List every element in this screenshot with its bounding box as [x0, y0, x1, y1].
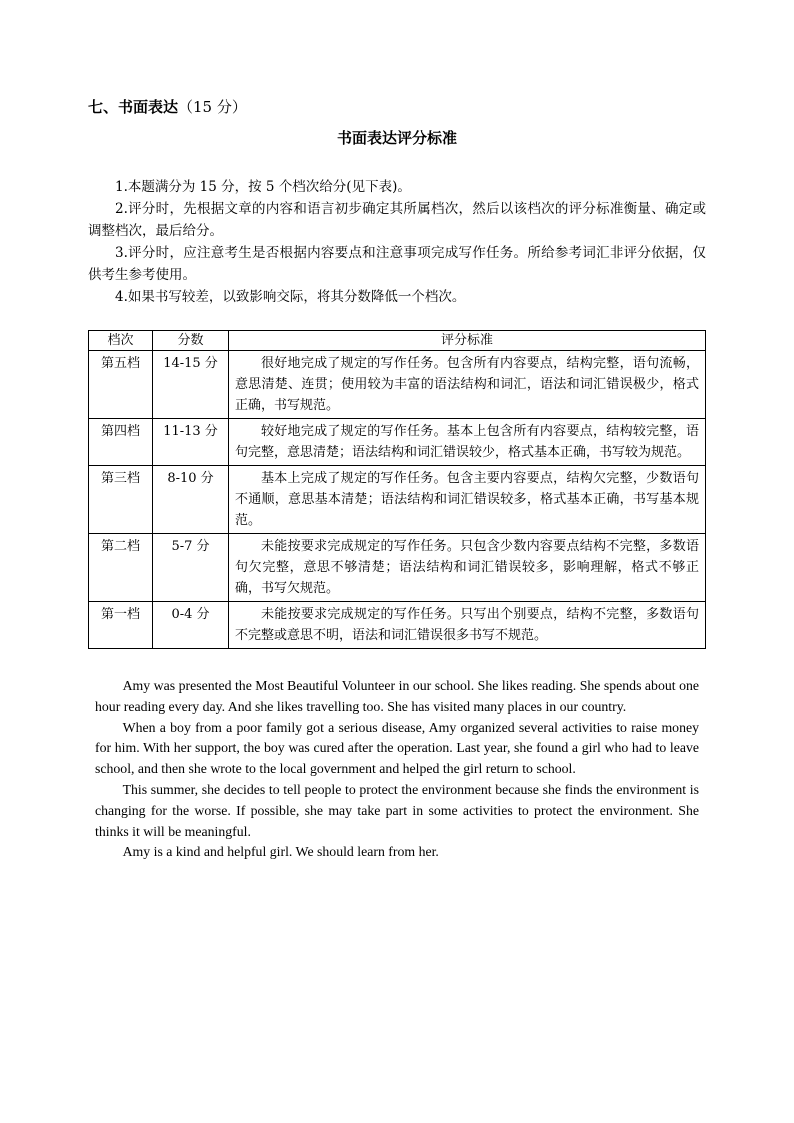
criteria-cell — [229, 602, 706, 649]
essay-paragraph: When a boy from a poor family got a serious disease, Amy organized several activities to raise money for him. With her support, the boy was cured after the operation. Last year, she found a girl who had to leave school, and then she wrote to the local government and helped the girl return to school. — [95, 719, 699, 777]
rule-item: 1.本题满分为 15 分，按 5 个档次给分(见下表)。 — [115, 179, 411, 195]
table-row — [89, 466, 706, 534]
criteria-text: 较好地完成了规定的写作任务。基本上包含所有内容要点，结构较完整，语句完整，意思清楚；语法结构和词汇错误较少，格式基本正确，书写较为规范。 — [235, 424, 699, 460]
criteria-cell — [229, 466, 706, 534]
table-row — [89, 351, 706, 419]
table-row — [89, 534, 706, 602]
doc-title: 书面表达评分标准 — [336, 129, 457, 147]
score-cell: 14-15 分 — [153, 351, 229, 419]
grade-cell: 第一档 — [89, 602, 153, 649]
grade-cell: 第四档 — [89, 419, 153, 466]
grade-cell: 第二档 — [89, 534, 153, 602]
header-criteria: 评分标准 — [229, 331, 706, 351]
rule-item: 4.如果书写较差，以致影响交际，将其分数降低一个档次。 — [115, 289, 466, 305]
table-row — [89, 419, 706, 466]
criteria-cell — [229, 351, 706, 419]
criteria-text: 未能按要求完成规定的写作任务。只写出个别要点，结构不完整，多数语句不完整或意思不明，语法和词汇错误很多书写不规范。 — [235, 607, 699, 643]
criteria-cell — [229, 419, 706, 466]
grading-table — [88, 330, 706, 649]
table-row — [89, 602, 706, 649]
section-heading — [88, 97, 247, 117]
score-cell: 11-13 分 — [153, 419, 229, 466]
grade-cell: 第五档 — [89, 351, 153, 419]
header-grade: 档次 — [89, 331, 153, 351]
section-heading-score: （15 分） — [178, 98, 247, 116]
table-header-row — [89, 331, 706, 351]
criteria-text: 很好地完成了规定的写作任务。包含所有内容要点，结构完整，语句流畅，意思清楚、连贯；使用较为丰富的语法结构和词汇，语法和词汇错误极少，格式正确，书写规范。 — [235, 356, 699, 413]
sample-essay — [95, 676, 699, 863]
essay-paragraph: Amy was presented the Most Beautiful Volunteer in our school. She likes reading. She spends about one hour reading every day. And she likes travelling too. She has visited many places in our country. — [95, 678, 699, 714]
rule-item: 3.评分时，应注意考生是否根据内容要点和注意事项完成写作任务。所给参考词汇非评分依据，仅供考生参考使用。 — [88, 245, 706, 283]
grade-cell: 第三档 — [89, 466, 153, 534]
grading-rules — [88, 176, 706, 308]
score-cell: 5-7 分 — [153, 534, 229, 602]
essay-paragraph: This summer, she decides to tell people to protect the environment because she finds the environment is changing for the worse. If possible, she may take part in some activities to protect the environment. She thinks it will be meaningful. — [95, 781, 699, 839]
header-score: 分数 — [153, 331, 229, 351]
criteria-text: 未能按要求完成规定的写作任务。只包含少数内容要点结构不完整，多数语句欠完整，意思不够清楚；语法结构和词汇错误较多，影响理解，格式不够正确，书写欠规范。 — [235, 539, 699, 596]
score-cell: 0-4 分 — [153, 602, 229, 649]
rule-item: 2.评分时，先根据文章的内容和语言初步确定其所属档次，然后以该档次的评分标准衡量、确定或调整档次，最后给分。 — [88, 201, 706, 239]
section-heading-title: 七、书面表达 — [88, 98, 179, 116]
criteria-text: 基本上完成了规定的写作任务。包含主要内容要点，结构欠完整，少数语句不通顺，意思基本清楚；语法结构和词汇错误较多，格式基本正确，书写基本规范。 — [235, 471, 699, 528]
essay-paragraph: Amy is a kind and helpful girl. We should learn from her. — [122, 844, 439, 860]
score-cell: 8-10 分 — [153, 466, 229, 534]
criteria-cell — [229, 534, 706, 602]
